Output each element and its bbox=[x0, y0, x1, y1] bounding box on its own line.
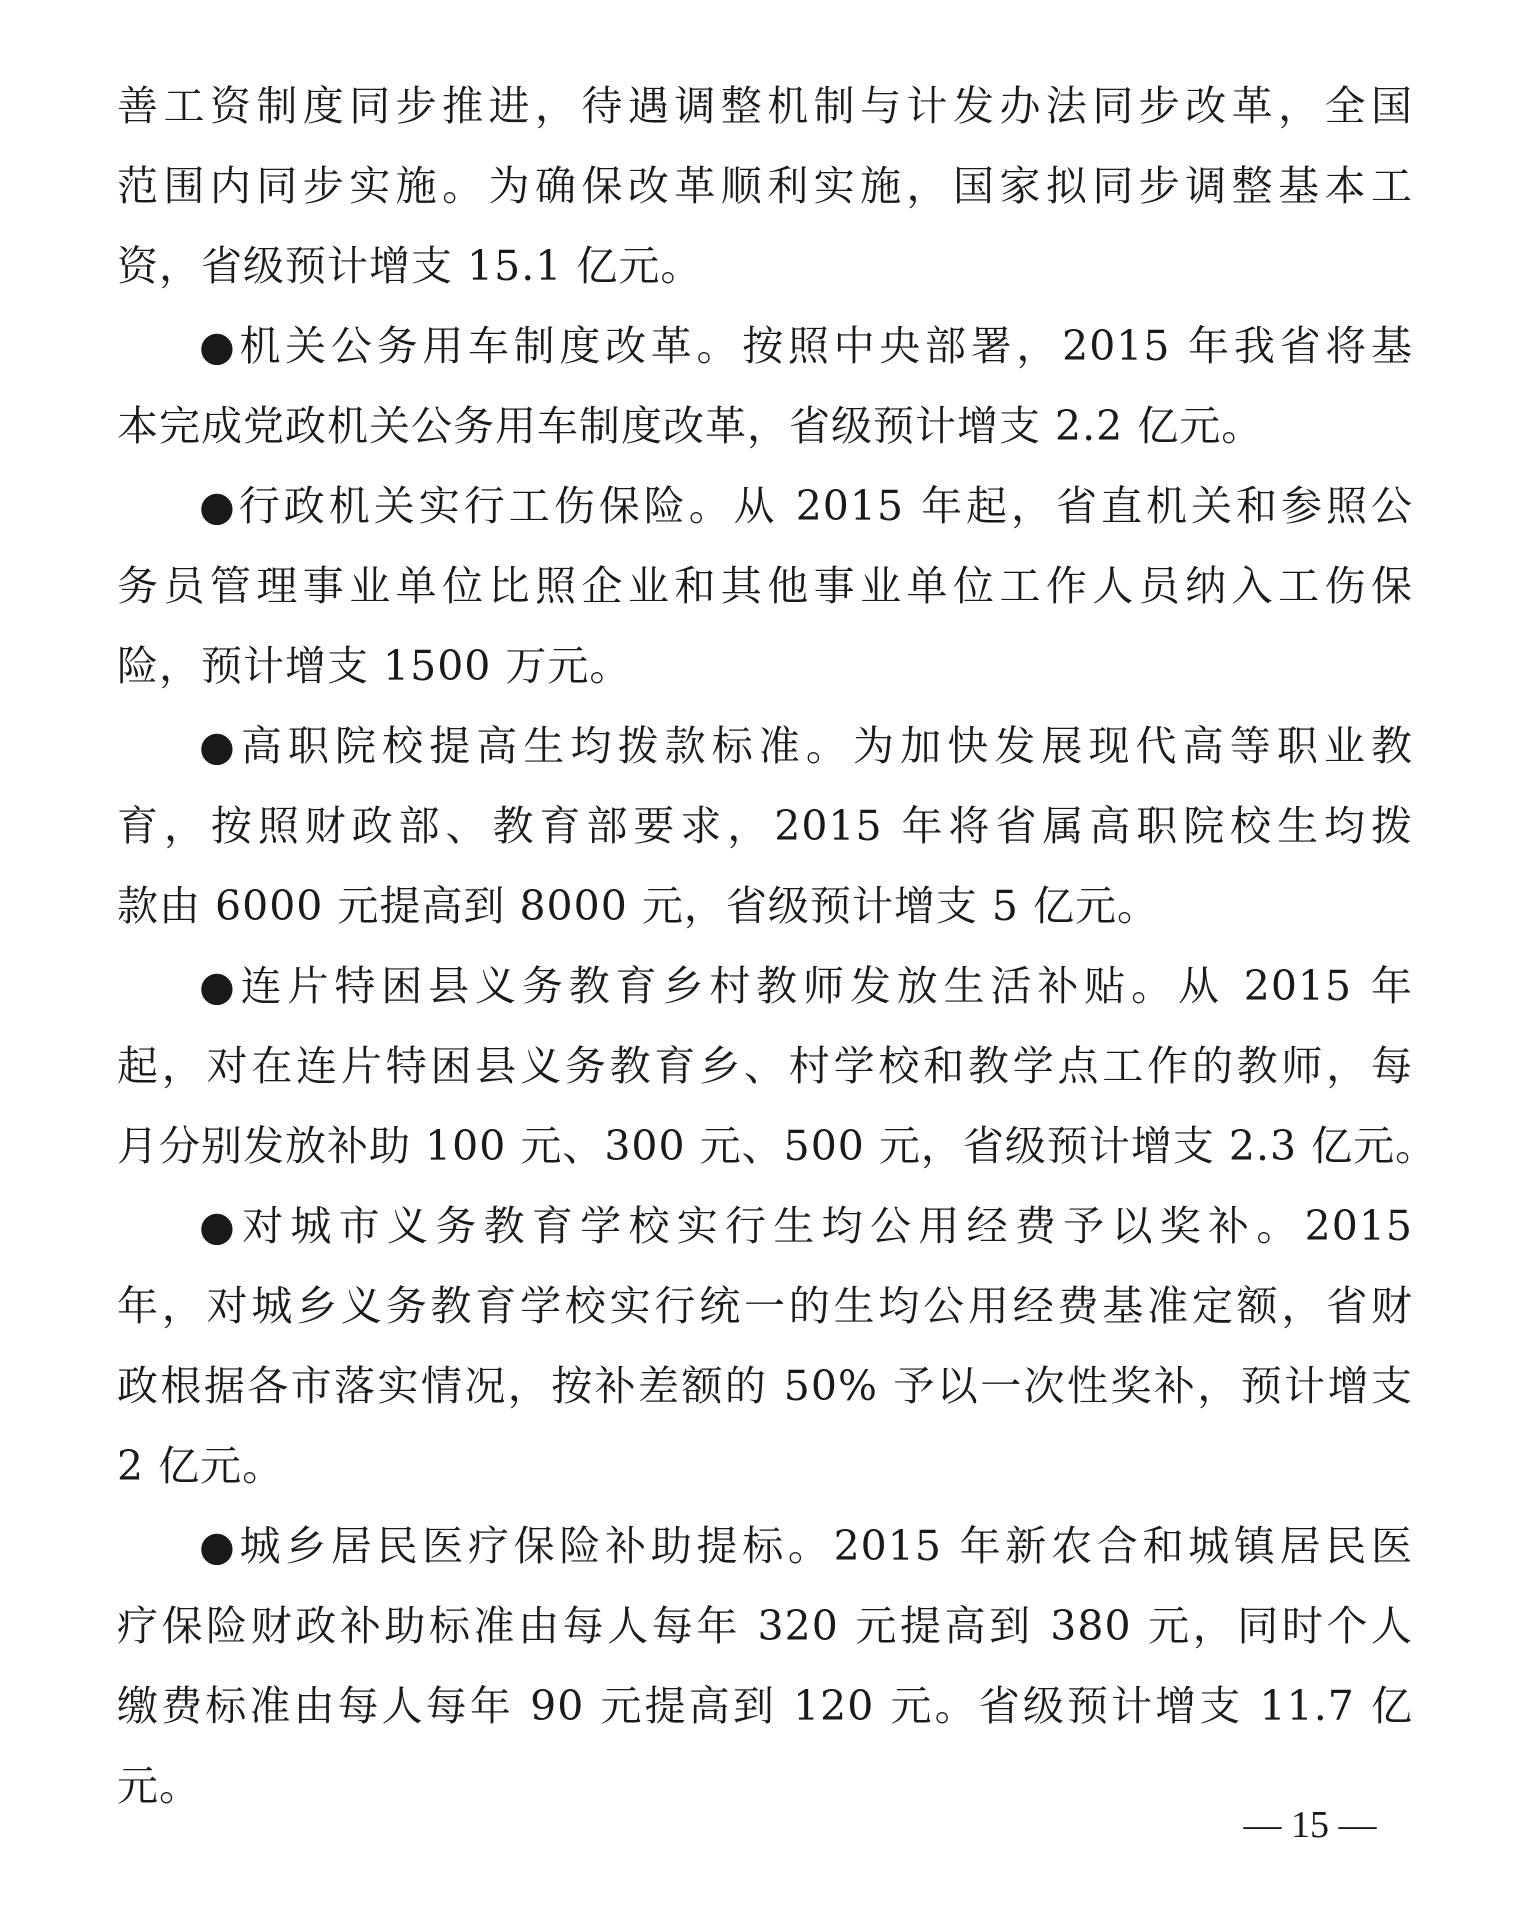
text-line: ●对城市义务教育学校实行生均公用经费予以奖补。2015 bbox=[199, 1202, 1413, 1250]
text-line: 疗保险财政补助标准由每人每年 320 元提高到 380 元，同时个人 bbox=[117, 1602, 1413, 1650]
page-number: — 15 — bbox=[1243, 1804, 1377, 1846]
text-line: 元。 bbox=[117, 1762, 201, 1810]
document-body bbox=[117, 66, 1438, 1826]
text-line: 务员管理事业单位比照企业和其他事业单位工作人员纳入工伤保 bbox=[117, 562, 1413, 610]
text-line: 款由 6000 元提高到 8000 元，省级预计增支 5 亿元。 bbox=[117, 882, 1159, 930]
text-line: 缴费标准由每人每年 90 元提高到 120 元。省级预计增支 11.7 亿 bbox=[117, 1682, 1413, 1730]
text-line: 资，省级预计增支 15.1 亿元。 bbox=[117, 242, 703, 290]
text-line: 2 亿元。 bbox=[117, 1442, 285, 1490]
text-line: ●高职院校提高生均拨款标准。为加快发展现代高等职业教 bbox=[199, 722, 1413, 770]
text-line: 范围内同步实施。为确保改革顺利实施，国家拟同步调整基本工 bbox=[117, 162, 1413, 210]
text-line: 月分别发放补助 100 元、300 元、500 元，省级预计增支 2.3 亿元。 bbox=[117, 1122, 1438, 1170]
text-line: 育，按照财政部、教育部要求，2015 年将省属高职院校生均拨 bbox=[117, 802, 1413, 850]
text-line: 善工资制度同步推进，待遇调整机制与计发办法同步改革，全国 bbox=[117, 82, 1413, 130]
text-line: ●机关公务用车制度改革。按照中央部署，2015 年我省将基 bbox=[199, 322, 1413, 370]
text-line: 起，对在连片特困县义务教育乡、村学校和教学点工作的教师，每 bbox=[117, 1042, 1413, 1090]
text-line: 政根据各市落实情况，按补差额的 50% 予以一次性奖补，预计增支 bbox=[117, 1362, 1413, 1410]
text-line: 本完成党政机关公务用车制度改革，省级预计增支 2.2 亿元。 bbox=[117, 402, 1264, 450]
text-line: 年，对城乡义务教育学校实行统一的生均公用经费基准定额，省财 bbox=[117, 1282, 1413, 1330]
text-line: ●连片特困县义务教育乡村教师发放生活补贴。从 2015 年 bbox=[199, 962, 1413, 1010]
text-line: ●城乡居民医疗保险补助提标。2015 年新农合和城镇居民医 bbox=[199, 1522, 1413, 1570]
text-line: 险，预计增支 1500 万元。 bbox=[117, 642, 632, 690]
text-line: ●行政机关实行工伤保险。从 2015 年起，省直机关和参照公 bbox=[199, 482, 1413, 530]
